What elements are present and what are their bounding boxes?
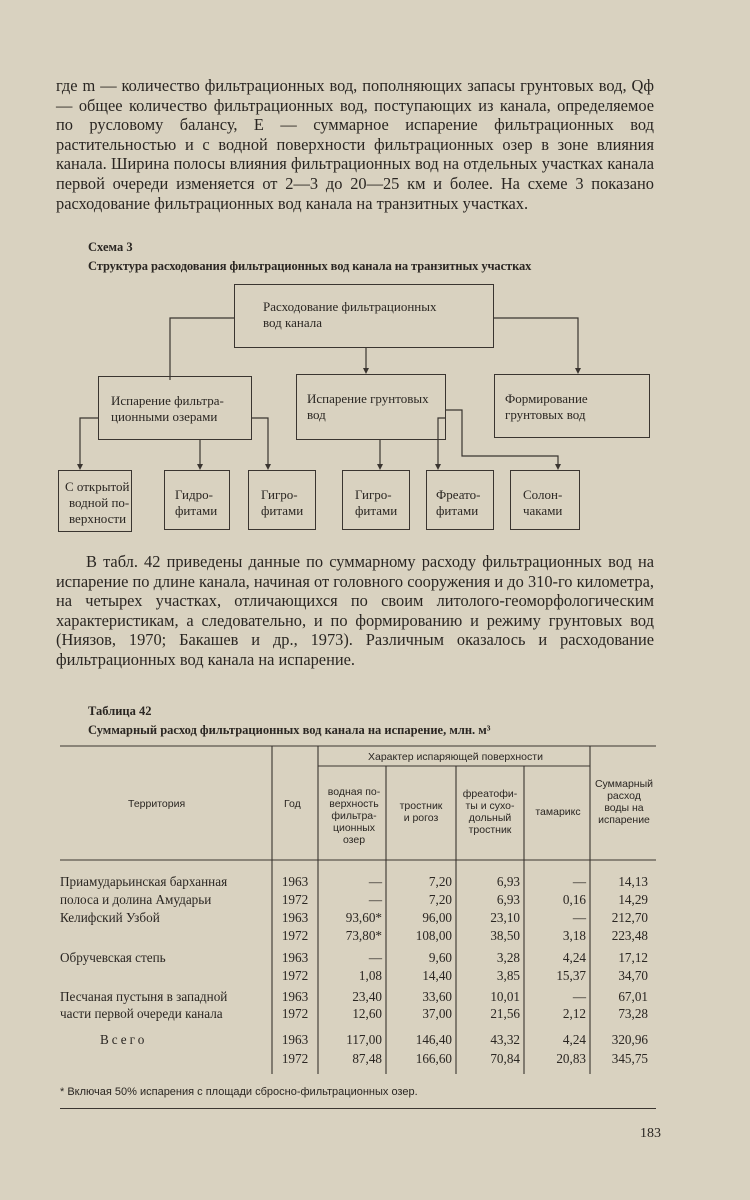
cell-tamarisk: — bbox=[572, 989, 586, 1004]
table-title: Суммарный расход фильтрационных вод канала на испарение, млн. м³ bbox=[88, 723, 491, 737]
hdr-line: фильтра- bbox=[331, 810, 377, 822]
scheme-box-lake-evaporation bbox=[98, 376, 252, 440]
cell-water: 117,00 bbox=[346, 1032, 382, 1047]
cell-year: 1963 bbox=[281, 989, 309, 1004]
cell-total: 14,29 bbox=[618, 892, 648, 907]
box-line: Гигро- bbox=[261, 487, 298, 502]
scheme-box-hygrophytes-1 bbox=[248, 470, 316, 530]
box-line: верхности bbox=[69, 511, 127, 526]
hdr-line: воды на bbox=[604, 802, 644, 814]
box-line: Формирование bbox=[505, 391, 588, 406]
scheme-root-box bbox=[234, 284, 494, 348]
cell-year: 1972 bbox=[281, 928, 309, 943]
box-line: вод bbox=[307, 407, 326, 422]
box-line: фитами bbox=[436, 503, 479, 518]
table-footnote: * Включая 50% испарения с площади сбросно-фильтрационных озер. bbox=[60, 1086, 418, 1098]
cell-reed: 37,00 bbox=[422, 1006, 452, 1021]
cell-year: 1963 bbox=[281, 1032, 309, 1047]
hdr-line: фреатофи- bbox=[462, 788, 518, 800]
col-header-phreatophytes bbox=[458, 788, 522, 836]
scheme-root-line2: вод канала bbox=[263, 315, 323, 330]
paragraph-table-intro bbox=[56, 552, 654, 670]
paragraph-table-intro-text: В табл. 42 приведены данные по суммарному расходу фильтрационных вод на испарение по длине канала, начиная от головного сооружения и до 310-го километра, на четырех участках, отличающихся по своим литолого-геоморфологическим характеристикам, а следовательно, и по формированию и режиму грунтовых вод (Ниязов, 1970; Бакашев и др., 1973). Различным оказалось и расходование фильтрационных вод канала на испарение. bbox=[56, 552, 654, 669]
cell-total: 17,12 bbox=[618, 950, 648, 965]
box-line: С открытой bbox=[65, 479, 130, 494]
cell-total: 67,01 bbox=[618, 989, 648, 1004]
hdr-line: ционных bbox=[332, 822, 376, 834]
scheme-title: Структура расходования фильтрационных вод канала на транзитных участках bbox=[88, 259, 532, 273]
box-line: фитами bbox=[355, 503, 398, 518]
cell-total: 223,48 bbox=[611, 928, 648, 943]
box-line: Гигро- bbox=[355, 487, 392, 502]
cell-reed: 146,40 bbox=[415, 1032, 452, 1047]
hdr-line: озер bbox=[342, 834, 366, 846]
cell-territory: Приамударьинская барханная bbox=[60, 874, 228, 889]
col-header-year: Год bbox=[284, 798, 301, 810]
col-header-water bbox=[324, 786, 384, 846]
cell-phreato: 6,93 bbox=[496, 874, 520, 889]
box-line: водной по- bbox=[69, 495, 130, 510]
page-number: 183 bbox=[640, 1126, 661, 1141]
cell-phreato: 21,56 bbox=[490, 1006, 520, 1021]
box-line: Испарение фильтра- bbox=[111, 393, 224, 408]
cell-water: — bbox=[368, 950, 382, 965]
cell-water: — bbox=[368, 892, 382, 907]
scheme-box-groundwater-formation bbox=[494, 374, 650, 438]
hdr-line: и рогоз bbox=[403, 812, 439, 824]
cell-phreato: 3,85 bbox=[496, 968, 520, 983]
col-header-surface-group: Характер испаряющей поверхности bbox=[368, 751, 543, 763]
hdr-line: расход bbox=[607, 790, 641, 802]
cell-water: 12,60 bbox=[352, 1006, 382, 1021]
cell-water: 93,60* bbox=[345, 910, 382, 925]
cell-year: 1963 bbox=[281, 950, 309, 965]
scheme-box-phreatophytes bbox=[426, 470, 494, 530]
box-line: фитами bbox=[261, 503, 304, 518]
scheme-box-hydrophytes bbox=[164, 470, 230, 530]
cell-total: 73,28 bbox=[618, 1006, 648, 1021]
cell-phreato: 43,32 bbox=[490, 1032, 520, 1047]
cell-territory: Песчаная пустыня в западной bbox=[60, 989, 228, 1004]
paragraph-intro-text: где m — количество фильтрационных вод, пополняющих запасы грунтовых вод, Qф — общее количество фильтрационных вод, поступающих из канала, определяемое по русловому балансу, E — суммарное испарение фильтрационных вод растительностью и с водной поверхности фильтрационных озер в зоне влияния канала. Ширина полосы влияния фильтрационных вод на отдельных участках канала первой очереди изменяется от 2—3 до 20—25 км и более. На схеме 3 показано расходование фильтрационных вод канала на транзитных участках. bbox=[56, 76, 654, 213]
cell-total: 345,75 bbox=[611, 1051, 648, 1066]
hdr-line: Суммарный bbox=[594, 778, 654, 790]
cell-total: 320,96 bbox=[611, 1032, 648, 1047]
scheme-root-line1: Расходование фильтрационных bbox=[263, 299, 437, 314]
hdr-line: испарение bbox=[598, 814, 650, 826]
scheme-box-groundwater-evaporation bbox=[296, 374, 446, 440]
hdr-line: дольный bbox=[468, 812, 512, 824]
box-line: Солон- bbox=[523, 487, 563, 502]
col-header-total bbox=[592, 778, 656, 826]
scheme-label: Схема 3 bbox=[88, 240, 133, 254]
cell-territory: Обручевская степь bbox=[60, 950, 166, 965]
box-line: Гидро- bbox=[175, 487, 213, 502]
box-line: чаками bbox=[523, 503, 563, 518]
cell-year: 1972 bbox=[281, 1051, 309, 1066]
cell-tamarisk: — bbox=[572, 910, 586, 925]
col-header-tamarisk: тамарикс bbox=[535, 806, 581, 818]
cell-phreato: 38,50 bbox=[490, 928, 520, 943]
scheme-box-open-water bbox=[58, 470, 132, 532]
hdr-line: тростник bbox=[468, 824, 512, 836]
hdr-line: верхность bbox=[329, 798, 379, 810]
cell-year: 1972 bbox=[281, 1006, 309, 1021]
cell-water: — bbox=[368, 874, 382, 889]
cell-reed: 166,60 bbox=[415, 1051, 452, 1066]
box-line: грунтовых вод bbox=[505, 407, 586, 422]
cell-year: 1972 bbox=[281, 892, 309, 907]
cell-water: 87,48 bbox=[352, 1051, 382, 1066]
cell-tamarisk: 20,83 bbox=[556, 1051, 586, 1066]
cell-water: 1,08 bbox=[358, 968, 382, 983]
cell-tamarisk: 0,16 bbox=[562, 892, 586, 907]
scheme-box-hygrophytes-2 bbox=[342, 470, 410, 530]
cell-water: 73,80* bbox=[345, 928, 382, 943]
box-line: ционными озерами bbox=[111, 409, 218, 424]
hdr-line: ты и сухо- bbox=[465, 800, 515, 812]
box-line: Фреато- bbox=[436, 487, 481, 502]
cell-reed: 96,00 bbox=[422, 910, 452, 925]
cell-phreato: 3,28 bbox=[496, 950, 520, 965]
cell-water: 23,40 bbox=[352, 989, 382, 1004]
cell-reed: 7,20 bbox=[428, 874, 452, 889]
cell-reed: 14,40 bbox=[422, 968, 452, 983]
cell-phreato: 70,84 bbox=[490, 1051, 520, 1066]
cell-territory: Всего bbox=[100, 1032, 148, 1047]
table-label: Таблица 42 bbox=[88, 704, 152, 718]
cell-reed: 108,00 bbox=[415, 928, 452, 943]
cell-phreato: 23,10 bbox=[490, 910, 520, 925]
cell-territory: Келифский Узбой bbox=[60, 910, 160, 925]
cell-total: 212,70 bbox=[611, 910, 648, 925]
col-header-reed bbox=[390, 800, 452, 824]
cell-year: 1972 bbox=[281, 968, 309, 983]
cell-phreato: 6,93 bbox=[496, 892, 520, 907]
cell-tamarisk: 2,12 bbox=[562, 1006, 586, 1021]
footnote-rule bbox=[60, 1108, 656, 1109]
cell-tamarisk: 4,24 bbox=[562, 1032, 586, 1047]
cell-tamarisk: 4,24 bbox=[562, 950, 586, 965]
cell-reed: 33,60 bbox=[422, 989, 452, 1004]
box-line: фитами bbox=[175, 503, 218, 518]
cell-tamarisk: — bbox=[572, 874, 586, 889]
box-line: Испарение грунтовых bbox=[307, 391, 429, 406]
cell-reed: 7,20 bbox=[428, 892, 452, 907]
cell-reed: 9,60 bbox=[428, 950, 452, 965]
cell-total: 14,13 bbox=[618, 874, 648, 889]
col-header-territory: Территория bbox=[128, 798, 186, 810]
cell-year: 1963 bbox=[281, 874, 309, 889]
cell-territory: части первой очереди канала bbox=[60, 1006, 223, 1021]
hdr-line: водная по- bbox=[327, 786, 381, 798]
scheme-box-solonchaks bbox=[510, 470, 580, 530]
cell-territory: полоса и долина Амударьи bbox=[60, 892, 212, 907]
hdr-line: тростник bbox=[399, 800, 443, 812]
cell-year: 1963 bbox=[281, 910, 309, 925]
cell-total: 34,70 bbox=[618, 968, 648, 983]
cell-phreato: 10,01 bbox=[490, 989, 520, 1004]
cell-tamarisk: 3,18 bbox=[562, 928, 586, 943]
cell-tamarisk: 15,37 bbox=[556, 968, 586, 983]
